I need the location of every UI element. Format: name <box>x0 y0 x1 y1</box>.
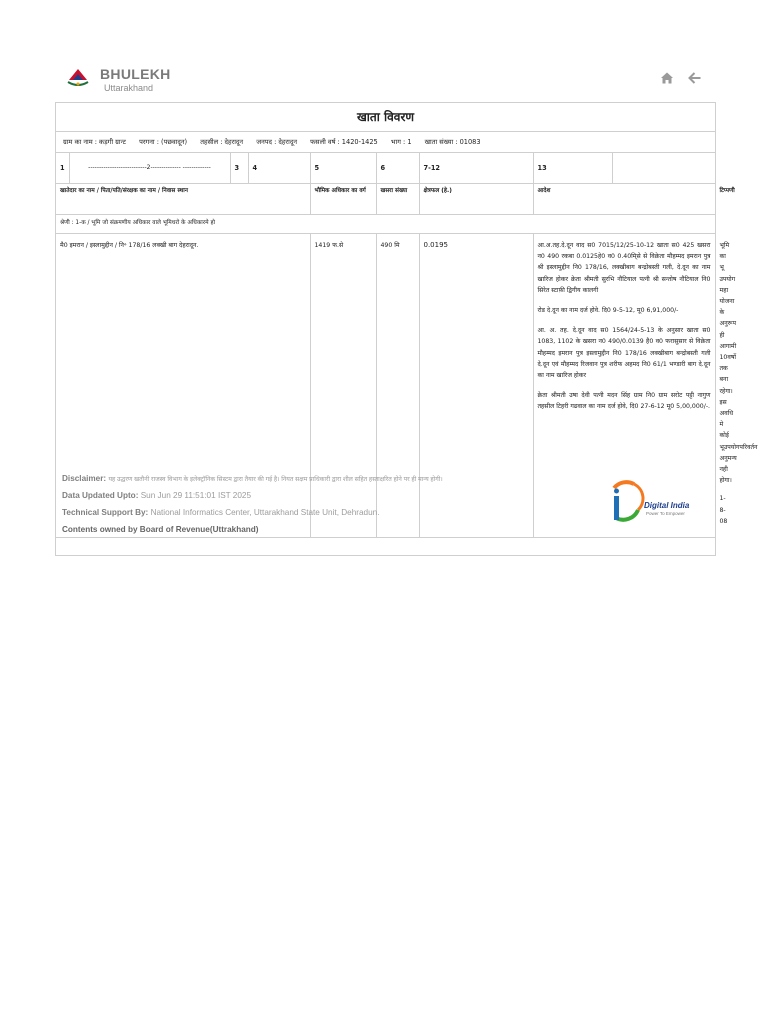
area: 0.0195 <box>419 234 533 538</box>
right-class: 1419 फ.से <box>310 234 376 538</box>
updated-label: Data Updated Upto: <box>62 491 139 500</box>
order-text: आ.अ.तह.दे.दून वाद स0 7015/12/25-10-12 खाता स0 425 खसरा न0 490 रकबा 0.0125हे0 व0 0.40मि्से से विक्रेता मौहम्मद इमरान पुत्र श्री इस्लामुद्दीन नि0 178/16, लक्खीबाग बन्द्रोबस्ती गली, दे.दून का नाम खारिज होकर क्रेता श्रीमती सुरभि नौटियाल पत्नी श्री सन्तोष नौटियाल नि0 सिरेत स्टाफ़ी द्विगीय कालगी <box>537 242 711 294</box>
col-number-13: 13 <box>533 153 612 184</box>
village-name: ग्राम का नाम : कड़गी ग्रान्ट <box>63 138 126 146</box>
order-text: आ. अ. तह. दे.दून वाद स0 1564/24-5-13 के अनुसार खाता स0 1083, 1102 के खसरा न0 490/0.0139 है0 व0 फरासुसार से विक्रेता मौहम्मद इमरान पुत्र इस्लामुद्दीन नि0 178/16 लक्खीबाग बन्द्रोबस्ती गली दे.दून एवं मौहम्मद रिजवान पुत्र शरीफ अहमद नि0 61/1 भण्डारी बाग दे.दून का नाम खारिज होकर <box>537 327 711 380</box>
site-state: Uttarakhand <box>104 83 154 93</box>
header-nav <box>660 70 702 84</box>
panel-title: खाता विवरण <box>56 103 715 132</box>
site-header <box>62 60 714 100</box>
tehsil: तहसील : देहरादून <box>200 138 244 146</box>
column-number-row <box>56 153 715 184</box>
header-khasra: खसरा संख्या <box>376 184 419 215</box>
bhag: भाग : 1 <box>390 138 412 146</box>
header-owner: खातेदार का नाम / पिता/पति/संरक्षक का नाम / निवास स्थान <box>56 184 310 215</box>
khata-number: खाता संख्या : 01083 <box>424 138 481 146</box>
col-number-2: ---------------------------2-------------- ------------- <box>69 153 230 184</box>
khasra-number: 490 मि <box>376 234 419 538</box>
digital-india-tagline: Power To Empower <box>646 511 685 516</box>
header-area: क्षेत्रफल (हे.) <box>419 184 533 215</box>
home-icon[interactable] <box>660 70 674 84</box>
site-brand[interactable]: BHULEKH <box>100 66 171 82</box>
col-number-3: 3 <box>230 153 248 184</box>
district: जनपद : देहरादून <box>256 138 297 146</box>
col-number-7-12: 7-12 <box>419 153 533 184</box>
header-right-class: भौमिक अधिकार का वर्ग <box>310 184 376 215</box>
col-number-1: 1 <box>56 153 69 184</box>
col-number-blank <box>612 153 715 184</box>
disclaimer-text: यह उद्धरण खतौनी राजस्व विभाग के इलेक्ट्रॉनिक सिस्टम द्वारा तैयार की गई है। नियत सक्षम प्राधिकारी द्वारा शील सहित हस्ताक्षरित होने पर ही मान्य होगी। <box>108 476 443 483</box>
khata-info-row <box>56 132 715 153</box>
pargana: परगना : (पछवादून) <box>139 138 188 146</box>
owned-text: Contents owned by Board of Revenue(Uttrakhand) <box>62 525 259 534</box>
uttarakhand-emblem-icon[interactable] <box>65 64 91 90</box>
order-text: रोड दे.दून का नाम दर्ज होवे. दि0 9-5-12, मू0 6,91,000/- <box>537 307 679 315</box>
col-number-6: 6 <box>376 153 419 184</box>
digital-india-title: Digital India <box>644 501 690 510</box>
col-number-4: 4 <box>248 153 310 184</box>
header-orders: आदेश <box>533 184 715 215</box>
category-row <box>56 215 715 234</box>
column-header-row: खातेदार का नाम / पिता/पति/संरक्षक का नाम / निवास स्थान भौमिक अधिकार का वर्ग खसरा संख्या क्षेत्रफल (हे.) आदेश टिप्पणी <box>56 184 715 215</box>
back-arrow-icon[interactable] <box>688 70 702 84</box>
order-text: क्रेता श्रीमती उषा देवी पत्नी मदन सिंह ग्राम नि0 ग्राम सरोट पट्टी नागुण तहसील टिहरी गढवाल का नाम दर्ज होवे, दि0 27-6-12 मू0 5,00,000/-. <box>537 392 711 411</box>
category-label: श्रेणी : 1-क / भूमि जो संक्रमणीय अधिकार वाले भूमिधरो के अधिकारमे हो <box>56 215 715 234</box>
col-number-5: 5 <box>310 153 376 184</box>
table-row: मै0 इमरान / इस्लामुद्दीन / नि॰ 178/16 लक्खी बाग देहरादून. 1419 फ.से 490 मि 0.0195 आ.अ.तह.दे.दून वाद स0 7015/12/25-10-12 खाता स0 425 खसरा न0 490 रकबा 0.0125हे0 व0 0.40मि्से से विक्रेता मौहम्मद इमरान पुत्र श्री इस्लामुद्दीन नि0 178/16, लक्खीबाग बन्द्रोबस्ती गली, दे.दून का नाम खारिज होकर क्रेता श्रीमती सुरभि नौटियाल पत्नी श्री सन्तोष नौटियाल नि0 सिरेत स्टाफ़ी द्विगीय कालगी रोड दे.दून का नाम दर्ज होवे. दि0 9-5-12, मू0 6,91,000/- आ. अ. तह. दे.दून वाद स0 1564/24-5-13 के अनुसार खाता स0 1083, 1102 के खसरा न0 490/0.0139 है0 व0 फरासुसार से विक्रेता मौहम्मद इमरान पुत्र इस्लामुद्दीन नि0 178/16 लक्खीबाग बन्द्रोबस्ती गली दे.दून एवं मौहम्मद रिजवान पुत्र शरीफ अहमद नि0 61/1 भण्डारी बाग दे.दून का नाम खारिज होकर क्रेता श्रीमती उषा देवी पत्नी मदन सिंह ग्राम नि0 ग्राम सरोट पट्टी नागुण तहसील टिहरी गढवाल का नाम दर्ज होवे, दि0 27-6-12 मू0 5,00,000/-. भूमि का भू उपयोग महा योजना के अनुरूप ही आगामी 10वर्षो तक बना रहेगा। इस अवधि मे कोई भूउपयोगपरिवर्तन अनुमन्य नही होगा। 1-8-08 <box>56 234 715 538</box>
support-label: Technical Support By: <box>62 508 149 517</box>
support-value: National Informatics Center, Uttarakhand State Unit, Dehradun. <box>150 508 380 517</box>
disclaimer-label: Disclaimer: <box>62 474 107 483</box>
owner-name: मै0 इमरान / इस्लामुद्दीन / नि॰ 178/16 लक्खी बाग देहरादून. <box>56 234 310 538</box>
digital-india-logo[interactable] <box>604 480 700 528</box>
fasli-year: फसली वर्ष : 1420-1425 <box>310 138 378 146</box>
updated-value: Sun Jun 29 11:51:01 IST 2025 <box>140 491 252 500</box>
